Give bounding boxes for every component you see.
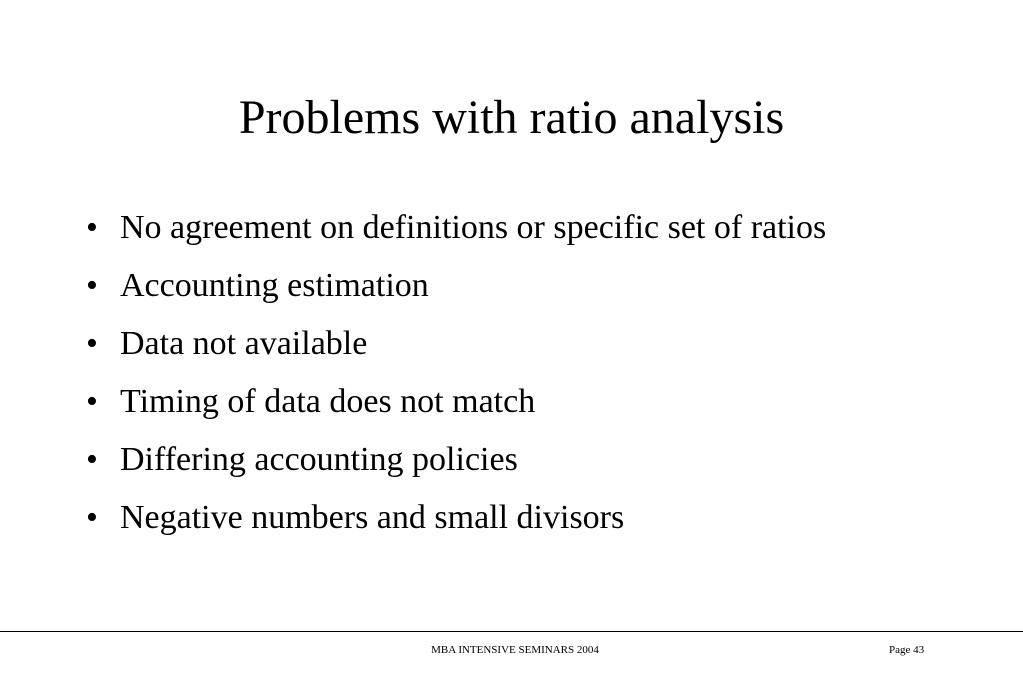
bullet-text: Differing accounting policies — [120, 441, 518, 478]
bullet-text: No agreement on definitions or specific set of ratios — [120, 209, 827, 246]
bullet-icon: • — [86, 499, 98, 536]
bullet-text: Negative numbers and small divisors — [120, 499, 625, 536]
list-item — [86, 263, 886, 309]
bullet-icon: • — [86, 441, 98, 478]
list-item — [86, 321, 886, 367]
bullet-icon: • — [86, 325, 98, 362]
list-item — [86, 437, 886, 483]
bullet-text: Data not available — [120, 325, 368, 362]
slide-title: Problems with ratio analysis — [238, 91, 785, 144]
bullet-icon: • — [86, 209, 98, 246]
list-item — [86, 205, 886, 251]
footer-page-number: Page 43 — [889, 644, 925, 656]
footer-divider — [0, 631, 1023, 632]
bullet-icon: • — [86, 267, 98, 304]
footer-seminar-label: MBA INTENSIVE SEMINARS 2004 — [431, 644, 599, 656]
bullet-text: Accounting estimation — [120, 267, 429, 304]
bullet-list — [86, 205, 886, 553]
bullet-text: Timing of data does not match — [120, 383, 536, 420]
bullet-icon: • — [86, 383, 98, 420]
list-item — [86, 379, 886, 425]
list-item — [86, 495, 886, 541]
